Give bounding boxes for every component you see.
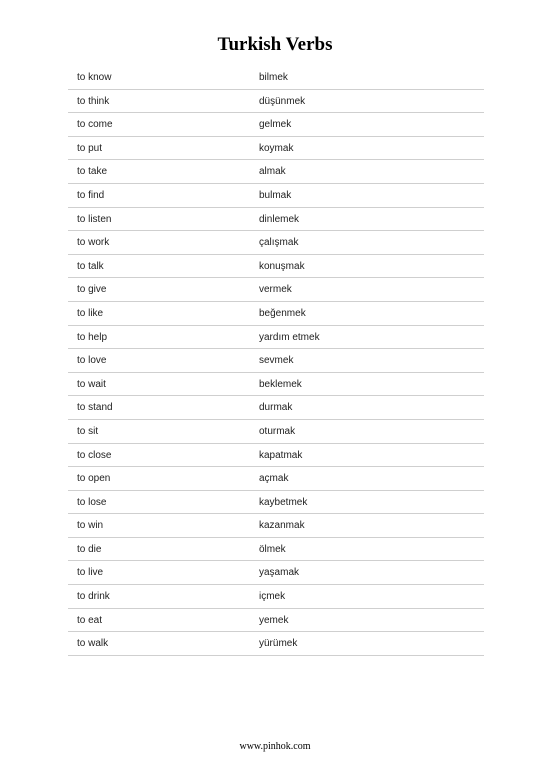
- table-row: [68, 538, 484, 562]
- english-verb: to win: [77, 520, 104, 532]
- turkish-verb: düşünmek: [259, 95, 306, 107]
- table-row: [68, 420, 484, 444]
- english-verb: to know: [77, 72, 112, 83]
- table-row: [68, 160, 484, 184]
- turkish-verb: yürümek: [259, 638, 298, 650]
- table-row: [68, 66, 484, 90]
- english-verb: to wait: [77, 378, 106, 390]
- english-verb: to talk: [77, 260, 104, 272]
- turkish-verb: kapatmak: [259, 449, 303, 461]
- turkish-verb: yemek: [259, 614, 289, 626]
- english-verb: to love: [77, 355, 107, 367]
- english-verb: to close: [77, 449, 112, 461]
- turkish-verb: beğenmek: [259, 307, 306, 319]
- turkish-verb: koymak: [259, 142, 294, 154]
- table-row: [68, 184, 484, 208]
- turkish-verb: ölmek: [259, 543, 286, 555]
- english-verb: to give: [77, 284, 107, 296]
- turkish-verb: gelmek: [259, 119, 292, 131]
- turkish-verb: konuşmak: [259, 260, 305, 272]
- table-row: [68, 444, 484, 468]
- turkish-verb: kazanmak: [259, 520, 305, 532]
- turkish-verb: oturmak: [259, 425, 296, 437]
- english-verb: to drink: [77, 591, 110, 603]
- english-verb: to like: [77, 307, 104, 319]
- turkish-verb: açmak: [259, 473, 289, 485]
- english-verb: to take: [77, 166, 108, 178]
- english-verb: to help: [77, 331, 108, 343]
- turkish-verb: bilmek: [259, 72, 288, 83]
- table-row: [68, 208, 484, 232]
- turkish-verb: dinlemek: [259, 213, 300, 225]
- english-verb: to live: [77, 567, 104, 579]
- page-title: Turkish Verbs: [217, 34, 333, 55]
- english-verb: to come: [77, 119, 113, 131]
- table-row: [68, 278, 484, 302]
- turkish-verb: sevmek: [259, 355, 294, 367]
- table-row: [68, 561, 484, 585]
- turkish-verb: yardım etmek: [259, 331, 320, 343]
- turkish-verb: çalışmak: [259, 237, 299, 249]
- english-verb: to stand: [77, 402, 113, 414]
- english-verb: to listen: [77, 213, 112, 225]
- table-row: [68, 491, 484, 515]
- turkish-verb: almak: [259, 166, 286, 178]
- vocabulary-table: [68, 66, 484, 656]
- table-row: [68, 349, 484, 373]
- table-row: [68, 585, 484, 609]
- turkish-verb: içmek: [259, 591, 286, 603]
- english-verb: to walk: [77, 638, 109, 650]
- table-row: [68, 396, 484, 420]
- table-row: [68, 113, 484, 137]
- turkish-verb: kaybetmek: [259, 496, 308, 508]
- english-verb: to die: [77, 543, 102, 555]
- turkish-verb: durmak: [259, 402, 293, 414]
- english-verb: to put: [77, 142, 103, 154]
- english-verb: to lose: [77, 496, 107, 508]
- table-row: [68, 137, 484, 161]
- turkish-verb: beklemek: [259, 378, 302, 390]
- english-verb: to open: [77, 473, 111, 485]
- table-row: [68, 467, 484, 491]
- table-row: [68, 231, 484, 255]
- table-row: [68, 373, 484, 397]
- table-row: [68, 632, 484, 656]
- table-row: [68, 90, 484, 114]
- footer-url: www.pinhok.com: [239, 741, 311, 752]
- turkish-verb: yaşamak: [259, 567, 300, 579]
- turkish-verb: vermek: [259, 284, 292, 296]
- english-verb: to find: [77, 189, 105, 201]
- turkish-verb: bulmak: [259, 189, 292, 201]
- table-row: [68, 326, 484, 350]
- table-row: [68, 255, 484, 279]
- english-verb: to eat: [77, 614, 103, 626]
- table-row: [68, 514, 484, 538]
- table-row: [68, 609, 484, 633]
- english-verb: to think: [77, 95, 110, 107]
- english-verb: to work: [77, 237, 110, 249]
- english-verb: to sit: [77, 425, 99, 437]
- table-row: [68, 302, 484, 326]
